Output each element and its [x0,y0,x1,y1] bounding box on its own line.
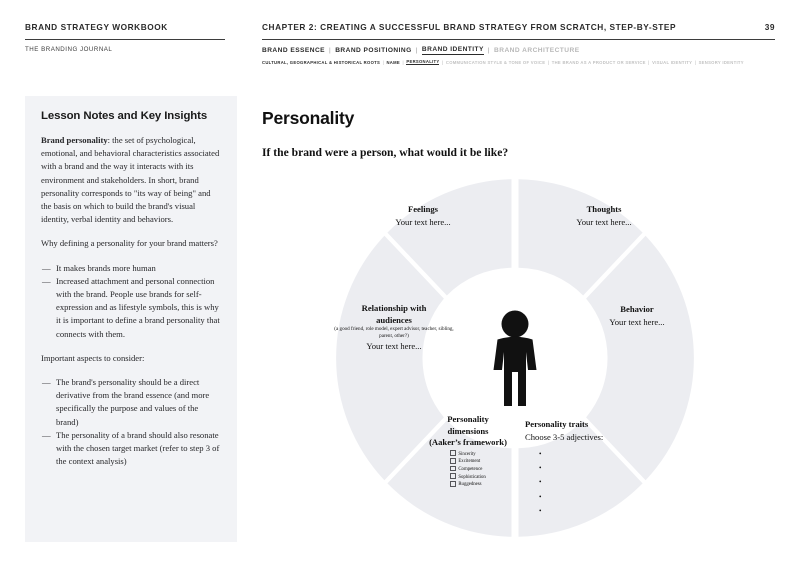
list-item [41,275,221,341]
definition-term: Brand personality [41,135,108,145]
dimensions-checklist-wrap [450,449,486,490]
header-left-divider [25,39,225,40]
header-left-block [25,22,225,53]
important-aspects-heading: Important aspects to consider: [41,352,145,363]
dimensions-title-line3: (Aaker’s framework) [429,437,507,447]
breadcrumb-separator: | [694,59,697,65]
checkbox-icon[interactable] [450,458,456,464]
trait-bullet-item[interactable] [539,447,675,461]
checkbox-icon[interactable] [450,473,456,479]
workbook-title: BRAND STRATEGY WORKBOOK [25,22,168,32]
brand-personality-definition [41,134,221,226]
behavior-title: Behavior [620,304,654,314]
label-personality-dimensions [407,414,529,490]
dimension-option-label: Excitement [458,459,481,465]
traits-title: Personality traits [525,419,589,429]
relationship-note: (a good friend, role model, expert advisor, teacher, sibling, parent, other?) [334,326,454,340]
dimensions-title-line2: dimensions [447,425,489,436]
list-item [41,429,221,469]
dimension-option-label: Ruggedness [458,482,482,488]
breadcrumb-secondary-item-1[interactable]: CULTURAL, GEOGRAPHICAL & HISTORICAL ROOTS [262,59,381,65]
label-relationship-with-audiences [329,303,459,352]
dimension-option-label: Competence [458,466,483,472]
checkbox-icon[interactable] [450,450,456,456]
header-right-divider [262,39,775,40]
why-matters-heading: Why defining a personality for your brand matters? [41,238,218,249]
traits-instruction: Choose 3-5 adjectives: [525,431,604,442]
breadcrumb-secondary-item-4[interactable]: COMMUNICATION STYLE & TONE OF VOICE [445,59,546,65]
behavior-placeholder[interactable]: Your text here... [609,316,665,327]
breadcrumb-separator: | [382,59,384,65]
breadcrumb-secondary-item-3[interactable]: PERSONALITY [406,59,440,64]
relationship-title-line2: audiences [376,314,412,325]
relationship-title-line1: Relationship with [361,303,427,313]
header-right-block [262,22,775,65]
person-icon [494,311,537,407]
dimensions-title-line1: Personality [447,414,489,424]
page-subtitle: If the brand were a person, what would it be like? [262,145,509,159]
checkbox-icon[interactable] [450,466,456,472]
chapter-title: CHAPTER 2: CREATING A SUCCESSFUL BRAND STRATEGY FROM SCRATCH, STEP-BY-STEP [262,22,677,32]
trait-bullet-item[interactable] [539,475,675,489]
trait-bullet-item[interactable] [539,461,675,475]
list-item-text: Increased attachment and personal connection with the brand. People use brands for self-expression and as lifestyle symbols, this is why it is important to define a brand personality that connects with them. [56,275,220,339]
dash-marker: — [42,262,51,273]
breadcrumb-secondary-item-7[interactable]: SENSORY IDENTITY [698,59,744,65]
breadcrumb-primary-item-3[interactable]: BRAND IDENTITY [421,46,484,53]
label-behavior [577,304,697,328]
breadcrumb-primary-item-1[interactable]: BRAND ESSENCE [262,46,326,54]
lesson-notes-heading: Lesson Notes and Key Insights [41,110,208,122]
list-item [41,262,221,275]
breadcrumb-separator: | [648,59,650,65]
dimension-option[interactable] [450,481,486,489]
breadcrumb-separator: | [402,59,404,65]
chapter-row [262,22,775,32]
label-feelings [349,204,497,228]
breadcrumb-secondary-item-6[interactable]: VISUAL IDENTITY [652,59,693,65]
why-matters-list [41,262,221,341]
list-item-text: It makes brands more human [56,262,156,273]
important-aspects-list [41,376,221,468]
dash-marker: — [42,275,51,286]
dimensions-checklist [450,451,486,490]
breadcrumb-secondary-item-5[interactable]: THE BRAND AS A PRODUCT OR SERVICE [551,59,646,65]
page-number: 39 [764,22,775,32]
lesson-notes-panel [25,96,237,542]
traits-bullet-list [525,447,675,519]
definition-body: : the set of psychological, emotional, and behavioral characteristics associated with a brand and the way it interacts with its environment and stakeholders. In short, brand personality corresponds to "its way of being" and the basis on which to build the brand's visual identity, verbal identity and behaviors. [41,135,220,225]
checkbox-icon[interactable] [450,481,456,487]
thoughts-title: Thoughts [586,204,622,214]
feelings-placeholder[interactable]: Your text here... [395,216,451,227]
main-content [262,96,775,168]
dash-marker: — [42,377,51,388]
trait-bullet-item[interactable] [539,490,675,504]
label-personality-traits [525,419,675,519]
dimension-option-label: Sophistication [458,474,486,480]
list-item-text: The brand's personality should be a direct derivative from the brand essence (and more specifically the purpose and values of the brand) [56,377,210,427]
breadcrumb-separator: | [441,59,444,65]
breadcrumb-secondary-item-2[interactable]: NAME [386,59,400,65]
page-title: Personality [262,107,355,128]
publisher-name: THE BRANDING JOURNAL [25,46,113,53]
breadcrumb-separator: | [487,46,491,54]
dimension-option-label: Sincerity [458,451,476,457]
dash-marker: — [42,429,51,440]
breadcrumb-separator: | [415,46,418,54]
thoughts-placeholder[interactable]: Your text here... [576,216,632,227]
feelings-title: Feelings [407,204,439,214]
trait-bullet-item[interactable] [539,504,675,518]
breadcrumb-secondary [262,59,775,65]
relationship-placeholder[interactable]: Your text here... [366,341,422,352]
breadcrumb-primary-item-4[interactable]: BRAND ARCHITECTURE [494,46,580,54]
breadcrumb-primary [262,46,775,55]
breadcrumb-separator: | [329,46,332,54]
list-item-text: The personality of a brand should also resonate with the chosen target market (refer to step 3 of the context analysis) [56,429,220,467]
breadcrumb-separator: | [547,59,550,65]
breadcrumb-primary-item-2[interactable]: BRAND POSITIONING [335,46,412,54]
personality-wheel [325,176,705,540]
list-item [41,376,221,429]
label-thoughts [530,204,678,228]
